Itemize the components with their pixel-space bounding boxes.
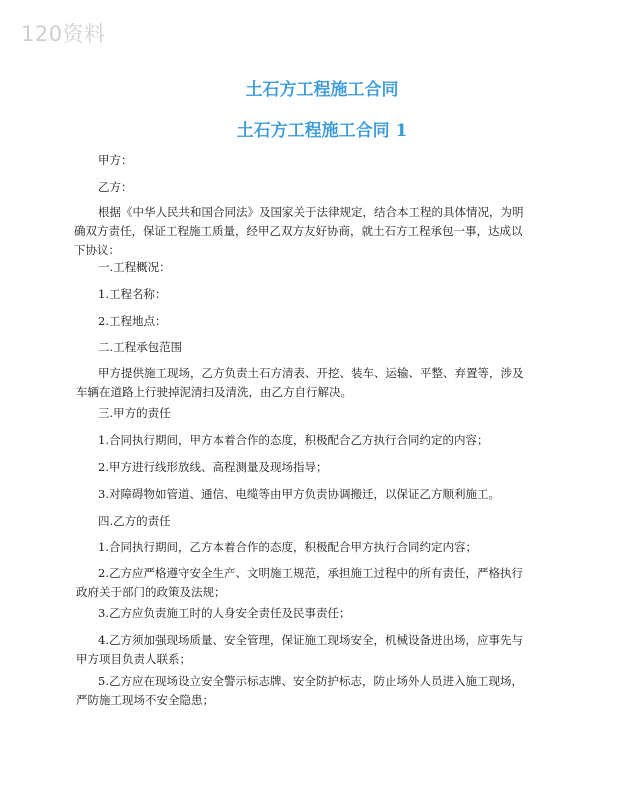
section-2-line: 车辆在道路上行驶掉泥清扫及清洗，由乙方自行解决。 [76,385,352,399]
section-2-paragraph [76,364,546,402]
watermark-logo: 120资料 [21,22,106,46]
section-4-item-5 [76,672,546,710]
section-4-item-5-line: 严防施工现场不安全隐患； [76,693,214,707]
party-b-label: 乙方： [98,180,133,194]
section-2-line: 甲方提供施工现场，乙方负责土石方清表、开挖、装车、运输、平整、弃置等，涉及 [98,366,524,380]
section-4-item-2 [76,564,546,602]
section-4-item-2-line: 2.乙方应严格遵守安全生产、文明施工规范，承担施工过程中的所有责任，严格执行 [98,566,523,580]
section-4-item-5-line: 5.乙方应在现场设立安全警示标志牌、安全防护标志，防止场外人员进入施工现场， [98,674,523,688]
section-4-item-4-line: 甲方项目负责人联系； [76,652,191,666]
preamble-line: 下协议： [74,243,120,257]
section-4-item-1: 1.合同执行期间，乙方本着合作的态度，积极配合甲方执行合同约定内容； [98,540,477,554]
section-1-item-name: 1.工程名称： [98,287,167,301]
document-subtitle: 土石方工程施工合同 1 [236,121,408,141]
preamble-line: 确双方责任，保证工程施工质量，经甲乙双方友好协商，就土石方工程承包一事，达成以 [74,224,523,238]
section-2-title: 二.工程承包范围 [98,340,183,354]
section-4-item-2-line: 政府关于部门的政策及法规； [76,585,226,599]
section-4-item-4 [76,631,546,669]
party-a-label: 甲方： [98,153,133,167]
section-3-item-1: 1.合同执行期间，甲方本着合作的态度，积极配合乙方执行合同约定的内容； [98,433,489,447]
section-1-item-location: 2.工程地点： [98,314,167,328]
section-1-title: 一.工程概况： [98,260,171,274]
section-4-item-4-line: 4.乙方须加强现场质量、安全管理，保证施工现场安全，机械设备进出场，应事先与 [98,633,523,647]
section-3-title: 三.甲方的责任 [98,406,171,420]
section-4-title: 四.乙方的责任 [98,514,171,528]
document-title: 土石方工程施工合同 [245,80,399,100]
section-3-item-3: 3.对障碍物如管道、通信、电缆等由甲方负责协调搬迁，以保证乙方顺利施工。 [98,487,500,501]
section-3-item-2: 2.甲方进行线形放线、高程测量及现场指导； [98,460,328,474]
preamble-line: 根据《中华人民共和国合同法》及国家关于法律规定，结合本工程的具体情况，为明 [98,205,524,219]
section-4-item-3: 3.乙方应负责施工时的人身安全责任及民事责任； [98,606,351,620]
preamble-paragraph [74,203,544,260]
